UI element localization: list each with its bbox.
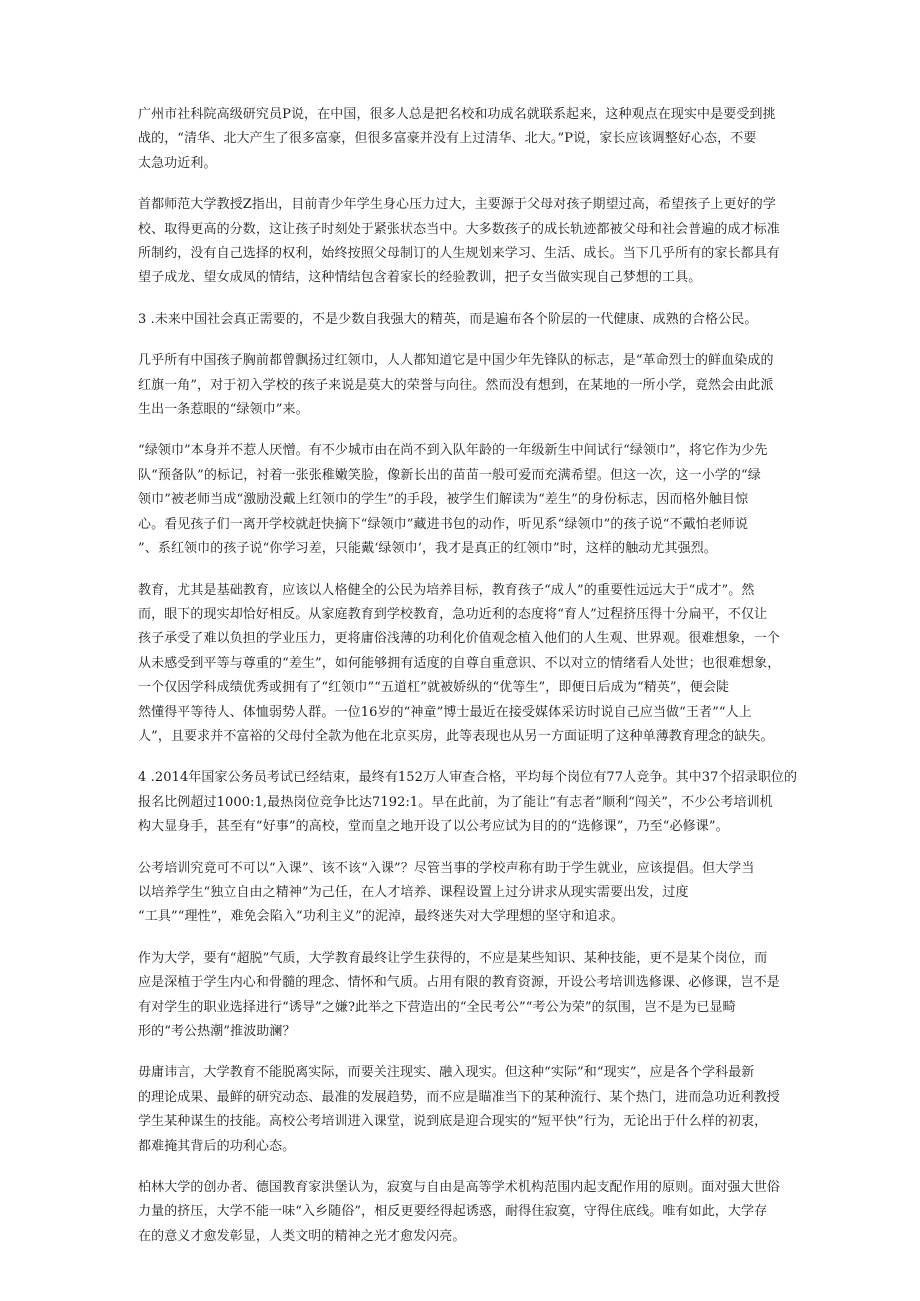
text-line: “绿领巾”本身并不惹人厌憎。有不少城市由在尚不到入队年龄的一年级新生中间试行“绿领巾”，将它作为少先 <box>138 443 768 459</box>
paragraph <box>138 439 798 561</box>
text-line: 公考培训究竟可不可以“入课”、该不该“入课”？尽管当事的学校声称有助于学生就业，应该提倡。但大学当 <box>138 860 755 876</box>
paragraph <box>138 857 798 930</box>
text-line: 队“预备队”的标记，衬着一张张稚嫩笑脸，像新长出的苗苗一般可爱而充满希望。但这一次，这一小学的“绿 <box>138 467 761 483</box>
text-line: 作为大学，要有“超脱”气质，大学教育最终让学生获得的，不应是某些知识、某种技能，更不是某个岗位，而 <box>138 950 768 966</box>
paragraph <box>138 1176 798 1249</box>
text-line: 然懂得平等待人、体恤弱势人群。一位16岁的“神童”博士最近在接受媒体采访时说自己应当做“王者”“人上 <box>138 704 752 720</box>
paragraph <box>138 1061 798 1159</box>
text-line: 而，眼下的现实却恰好相反。从家庭教育到学校教育，急功近利的态度将“育人”过程挤压得十分扁平，不仅让 <box>138 606 768 622</box>
text-line: 几乎所有中国孩子胸前都曾飘扬过红领巾，人人都知道它是中国少年先锋队的标志，是“革命烈士的鲜血染成的 <box>138 353 774 369</box>
paragraph <box>138 349 798 422</box>
paragraph <box>138 579 798 750</box>
text-line: 都难掩其背后的功利心态。 <box>138 1138 296 1154</box>
text-line: 构大显身手，甚至有“好事”的高校，堂而皇之地开设了以公考应试为目的的“选修课”，乃至“必修课”。 <box>138 819 729 835</box>
paragraph <box>138 308 798 332</box>
text-line: ”、系红领巾的孩子说“你学习差，只能戴‘绿领巾’，我才是真正的红领巾”时，这样的触动尤其强烈。 <box>138 541 717 557</box>
text-line: 一个仅因学科成绩优秀或拥有了“红领巾”“五道杠”就被娇纵的“优等生”，即便日后成为“精英”，便会陡 <box>138 680 730 696</box>
text-line: 所制约，没有自己选择的权利，始终按照父母制订的人生规划来学习、生活、成长。当下几乎所有的家长都具有 <box>138 246 780 262</box>
paragraph <box>138 103 798 176</box>
text-line: 力量的挤压，大学不能一味“入乡随俗”，相反更要经得起诱惑，耐得住寂寞，守得住底线。唯有如此，大学存 <box>138 1204 768 1220</box>
text-line: 教育，尤其是基础教育，应该以人格健全的公民为培养目标，教育孩子“成人”的重要性远远大于“成才”。然 <box>138 582 755 598</box>
text-line: 广州市社科院高级研究员P说，在中国，很多人总是把名校和功成名就联系起来，这种观点在现实中是要受到挑 <box>138 107 776 122</box>
text-line: 校、取得更高的分数，这让孩子时刻处于紧张状态当中。大多数孩子的成长轨迹都被父母和社会普遍的成才标准 <box>138 221 780 237</box>
text-line: 心。看见孩子们一离开学校就赶快摘下“绿领巾”藏进书包的动作，听见系“绿领巾”的孩子说“不戴怕老师说 <box>138 516 749 532</box>
text-line: 人”，且要求并不富裕的父母付全款为他在北京买房，此等表现也从另一方面证明了这种单薄教育理念的缺失。 <box>138 728 774 744</box>
text-line: 生出一条惹眼的“绿领巾”来。 <box>138 402 309 418</box>
text-line: 学生某种谋生的技能。高校公考培训进入课堂，说到底是迎合现实的“短平快”行为，无论出于什么样的初衷， <box>138 1114 768 1130</box>
text-line: 领巾”被老师当成“激励没戴上红领巾的学生”的手段，被学生们解读为“差生”的身份标志，因而格外触目惊 <box>138 492 749 508</box>
text-line: 以培养学生“独立自由之精神”为己任，在人才培养、课程设置上过分讲求从现实需要出发，过度 <box>138 884 689 900</box>
text-line: 4 .2014年国家公务员考试已经结束，最终有152万人审查合格，平均每个岗位有77人竞争。其中37个招录职位的 <box>138 770 798 786</box>
text-line: 3 .未来中国社会真正需要的，不是少数自我强大的精英，而是遍布各个阶层的一代健康、成熟的合格公民。 <box>138 311 758 327</box>
text-line: 毋庸讳言，大学教育不能脱离实际，而要关注现实、融入现实。但这种“实际”和“现实”，应是各个学科最新 <box>138 1065 755 1081</box>
text-line: 战的，“清华、北大产生了很多富豪，但很多富豪并没有上过清华、北大。”P说，家长应该调整好心态，不要 <box>138 131 757 147</box>
text-line: 在的意义才愈发彰显，人类文明的精神之光才愈发闪亮。 <box>138 1228 466 1244</box>
text-line: 柏林大学的创办者、德国教育家洪堡认为，寂寞与自由是高等学术机构范围内起支配作用的原则。面对强大世俗 <box>138 1180 780 1196</box>
text-line: 从未感受到平等与尊重的“差生”，如何能够拥有适度的自尊自重意识、不以对立的情绪看人处世；也很难想象， <box>138 655 781 671</box>
paragraph <box>138 947 798 1045</box>
text-line: 望子成龙、望女成凤的情结，这种情结包含着家长的经验教训，把子女当做实现自己梦想的工具。 <box>138 270 702 286</box>
text-line: 形的“考公热潮”推波助澜？ <box>138 1024 296 1039</box>
text-line: 孩子承受了难以负担的学业压力，更将庸俗浅薄的功利化价值观念植入他们的人生观、世界观。很难想象，一个 <box>138 631 780 647</box>
text-line: 首都师范大学教授Z指出，目前青少年学生身心压力过大，主要源于父母对孩子期望过高，希望孩子上更好的学 <box>138 197 776 213</box>
text-line: 太急功近利。 <box>138 155 217 171</box>
text-line: 报名比例超过1000:1,最热岗位竞争比达7192:1。早在此前，为了能让“有志者”顺利“闯关”，不少公考培训机 <box>138 794 773 810</box>
text-line: 有对学生的职业选择进行“诱导”之嫌?此举之下营造出的“全民考公”“考公为荣”的氛围，岂不是为已显畸 <box>138 999 736 1015</box>
text-line: 红旗一角”，对于初入学校的孩子来说是莫大的荣誉与向往。然而没有想到，在某地的一所小学，竟然会由此派 <box>138 377 774 393</box>
document-body <box>138 103 798 1266</box>
text-line: 的理论成果、最鲜的研究动态、最准的发展趋势，而不应是瞄准当下的某种流行、某个热门，进而急功近利教授 <box>138 1089 780 1105</box>
text-line: 应是深植于学生内心和骨髓的理念、情怀和气质。占用有限的教育资源，开设公考培训选修课、必修课，岂不是 <box>138 975 780 991</box>
text-line: “工具”“理性”，难免会陷入“功利主义”的泥淖，最终迷失对大学理想的坚守和追求。 <box>138 909 624 925</box>
paragraph <box>138 193 798 291</box>
paragraph <box>138 766 798 839</box>
